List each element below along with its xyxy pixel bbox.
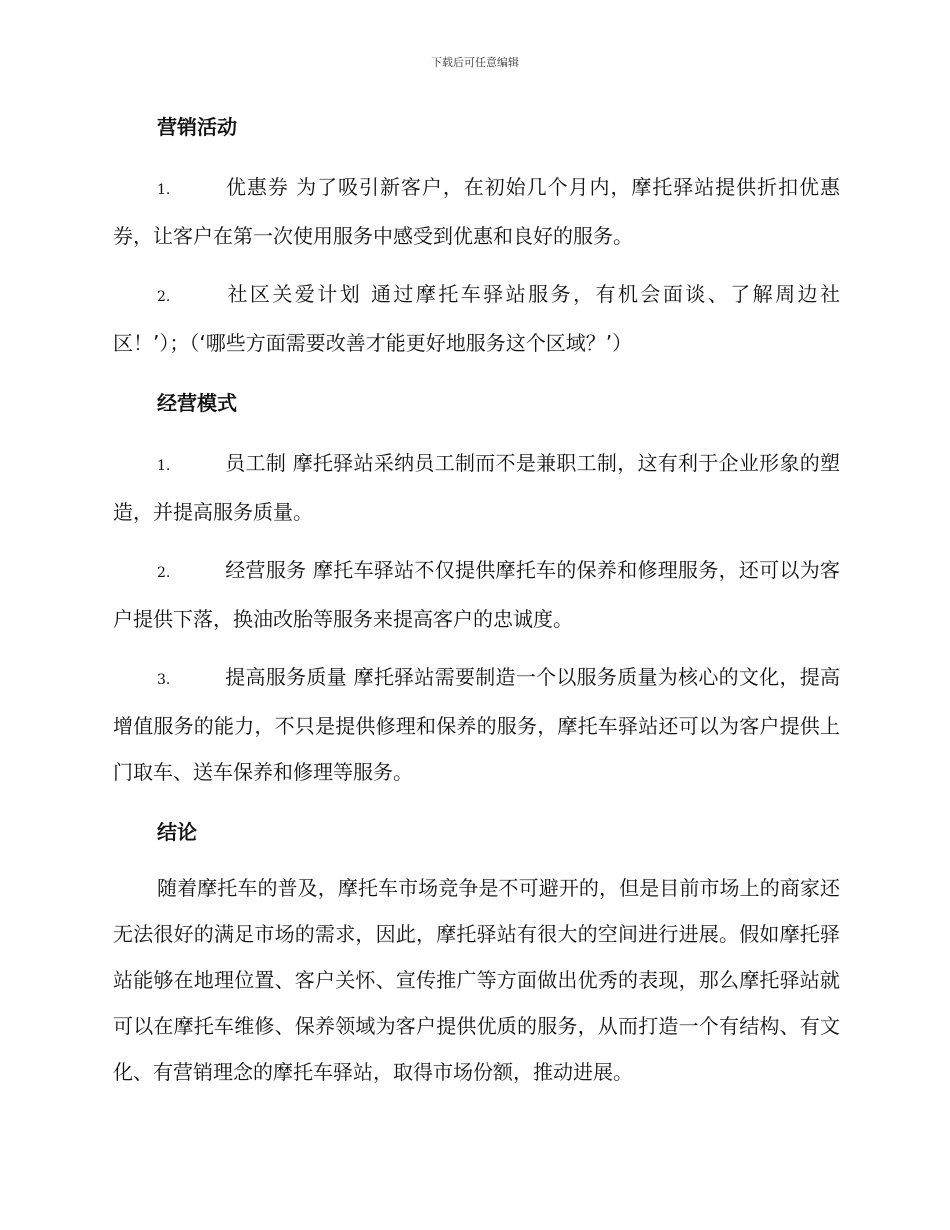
list-item	[113, 271, 840, 366]
item-number: 2.	[157, 565, 171, 581]
item-text: 社区关爱计划 通过摩托车驿站服务，有机会面谈、了解周边社区！’）；（‘哪些方面需要改善才能更好地服务这个区域？’）	[113, 282, 840, 355]
item-number: 1.	[157, 458, 171, 474]
document-body	[113, 112, 840, 1095]
conclusion-paragraph: 随着摩托车的普及，摩托车市场竞争是不可避开的，但是目前市场上的商家还无法很好的满足市场的需求，因此，摩托驿站有很大的空间进行进展。假如摩托驿站能够在地理位置、客户关怀、宣传推广等方面做出优秀的表现，那么摩托驿站就可以在摩托车维修、保养领域为客户提供优质的服务，从而打造一个有结构、有文化、有营销理念的摩托车驿站，取得市场份额，推动进展。	[113, 876, 840, 1084]
section-heading-conclusion: 结论	[157, 820, 197, 844]
header-note: 下载后可任意编辑	[431, 56, 519, 69]
section-heading-business-model: 经营模式	[157, 391, 237, 415]
item-text: 优惠券 为了吸引新客户，在初始几个月内，摩托驿站提供折扣优惠券，让客户在第一次使用服务中感受到优惠和良好的服务。	[113, 175, 840, 248]
list-item	[113, 164, 840, 259]
item-number: 3.	[157, 672, 171, 688]
item-text: 提高服务质量 摩托驿站需要制造一个以服务质量为核心的文化，提高增值服务的能力，不只是提供修理和保养的服务，摩托车驿站还可以为客户提供上门取车、送车保养和修理等服务。	[113, 665, 840, 784]
item-number: 1.	[157, 182, 171, 198]
item-number: 2.	[157, 289, 171, 305]
list-item	[113, 440, 840, 535]
list-item	[113, 654, 840, 795]
list-item	[113, 547, 840, 642]
item-text: 员工制 摩托驿站采纳员工制而不是兼职工制，这有利于企业形象的塑造，并提高服务质量。	[113, 451, 840, 524]
section-heading-marketing: 营销活动	[157, 115, 237, 139]
item-text: 经营服务 摩托车驿站不仅提供摩托车的保养和修理服务，还可以为客户提供下落，换油改胎等服务来提高客户的忠诚度。	[113, 558, 840, 631]
